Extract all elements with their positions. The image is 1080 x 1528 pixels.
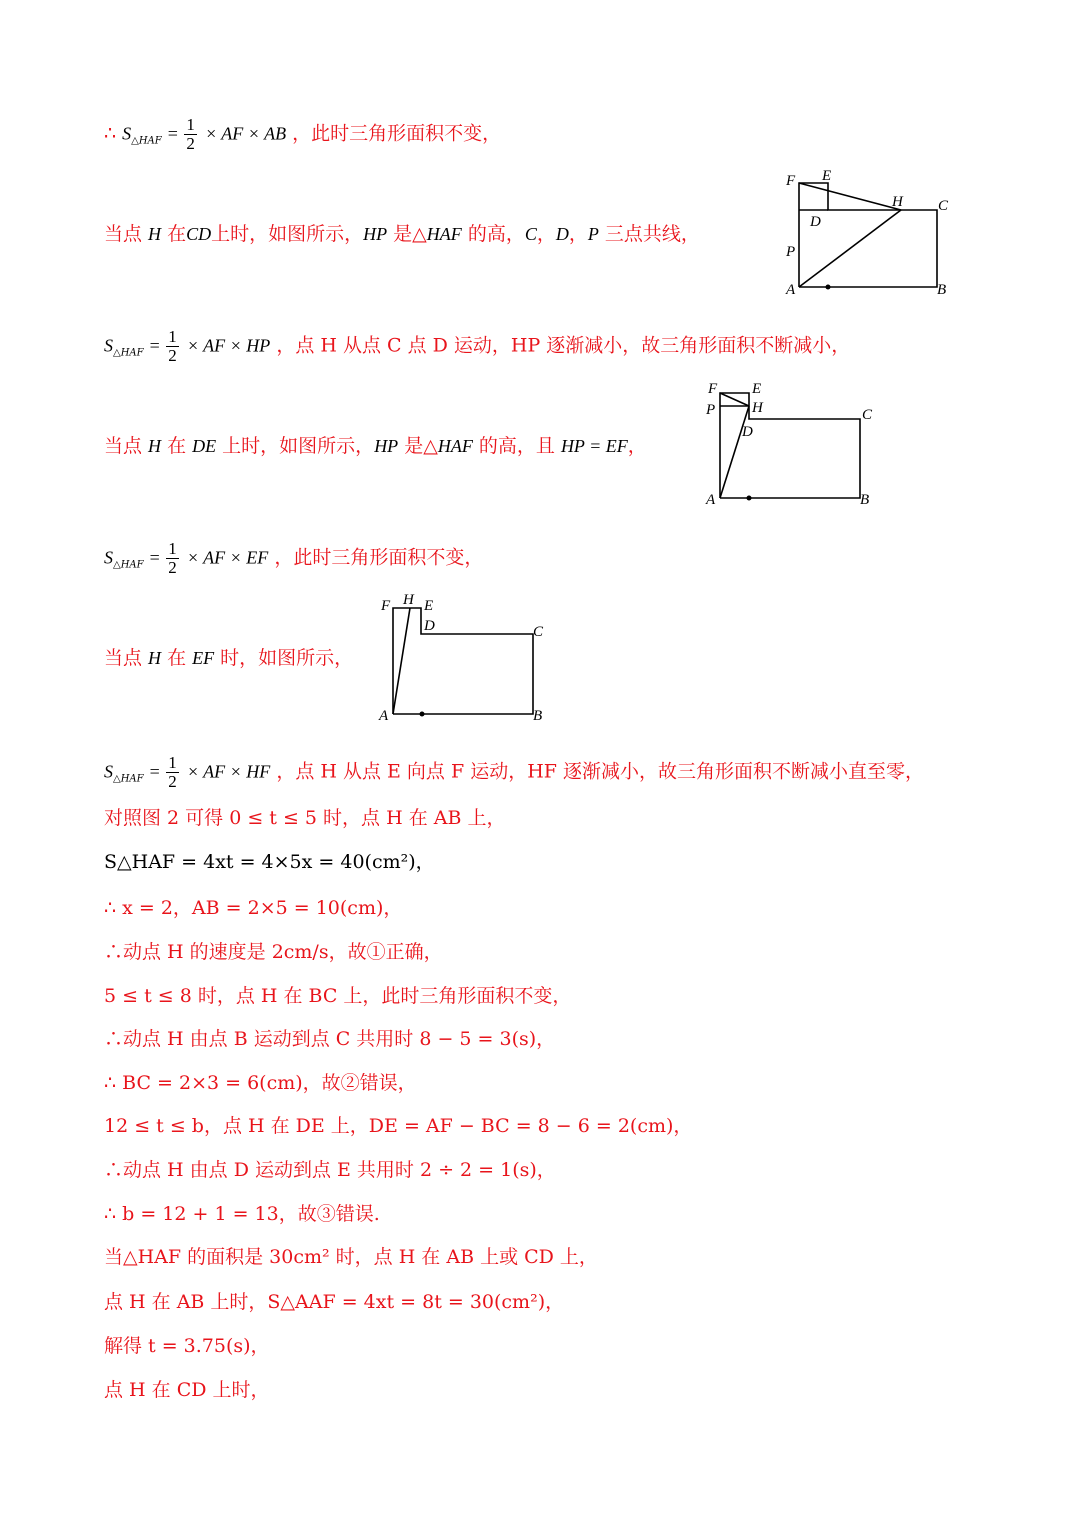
fig2-label-f: F bbox=[708, 381, 718, 397]
text-seg: ， bbox=[568, 223, 588, 245]
area-subscript: △HAF bbox=[131, 135, 162, 147]
equals: = bbox=[149, 335, 165, 356]
fig3-label-d: D bbox=[424, 618, 435, 634]
fig2-label-h: H bbox=[752, 400, 763, 416]
formula-tail: × AF × HF bbox=[186, 761, 271, 782]
line-15: 12 ≤ t ≤ b，点 H 在 DE 上，DE = AF − BC = 8 − 6 = 2(cm)， bbox=[104, 1115, 693, 1137]
fig3-dot bbox=[420, 712, 425, 717]
line-21: 点 H 在 CD 上时， bbox=[104, 1379, 270, 1401]
line-17: ∴ b = 12 + 1 = 13，故③错误. bbox=[104, 1203, 380, 1225]
text-seg: ， bbox=[536, 223, 556, 245]
math-seg: H bbox=[148, 224, 162, 244]
text-seg: 当点 bbox=[104, 647, 149, 669]
line-13: ∴动点 H 由点 B 运动到点 C 共用时 8 − 5 = 3(s)， bbox=[104, 1028, 556, 1050]
equals: = bbox=[149, 547, 165, 568]
fig1-label-b: B bbox=[937, 282, 947, 298]
math-seg: D bbox=[555, 224, 569, 244]
fig3-label-f: F bbox=[381, 598, 391, 614]
line-8: 对照图 2 可得 0 ≤ t ≤ 5 时，点 H 在 AB 上， bbox=[104, 807, 506, 829]
fig1-dot bbox=[826, 285, 831, 290]
math-seg: CD bbox=[186, 224, 212, 244]
line-18: 当△HAF 的面积是 30cm² 时，点 H 在 AB 上或 CD 上， bbox=[104, 1246, 598, 1268]
text-seg: 是△ bbox=[398, 435, 438, 457]
fig3-label-c: C bbox=[533, 624, 544, 640]
figure-2 bbox=[700, 376, 885, 511]
fraction bbox=[166, 328, 179, 365]
fig3-outline bbox=[393, 608, 533, 714]
math-seg: HAF bbox=[437, 436, 473, 456]
area-symbol: S bbox=[104, 547, 113, 568]
text-seg: 的高，且 bbox=[472, 435, 561, 457]
line-5 bbox=[104, 540, 483, 578]
fig3-label-h: H bbox=[403, 592, 414, 608]
fig2-label-c: C bbox=[862, 407, 873, 423]
line-text: ，此时三角形面积不变， bbox=[274, 546, 484, 569]
math-seg: C bbox=[524, 224, 537, 244]
area-symbol: S bbox=[104, 761, 113, 782]
fraction bbox=[166, 754, 179, 791]
numerator: 1 bbox=[168, 327, 177, 346]
text-seg: 上时，如图所示， bbox=[211, 223, 364, 245]
fig2-outline bbox=[720, 393, 860, 498]
therefore-symbol: ∴ bbox=[104, 122, 117, 145]
line-7 bbox=[104, 754, 924, 792]
formula-tail: × AF × EF bbox=[186, 547, 269, 568]
fig2-dot bbox=[747, 496, 752, 501]
fig3-label-e: E bbox=[424, 598, 434, 614]
line-1 bbox=[104, 116, 501, 154]
line-10: ∴ x = 2，AB = 2×5 = 10(cm)， bbox=[104, 897, 403, 919]
area-subscript: △HAF bbox=[113, 559, 144, 571]
figure-1 bbox=[780, 166, 955, 301]
fig1-line-fh bbox=[799, 183, 901, 210]
fig2-line-fh bbox=[720, 393, 749, 406]
fig1-label-f: F bbox=[786, 173, 796, 189]
math-seg: EF bbox=[192, 648, 215, 668]
denominator: 2 bbox=[186, 134, 195, 153]
line-19: 点 H 在 AB 上时，S△AAF = 4xt = 8t = 30(cm²)， bbox=[104, 1291, 565, 1313]
formula-tail: × AF × HP bbox=[186, 335, 271, 356]
fig2-line-ah bbox=[720, 406, 749, 498]
fig2-label-d: D bbox=[742, 424, 753, 440]
line-12: 5 ≤ t ≤ 8 时，点 H 在 BC 上，此时三角形面积不变， bbox=[104, 985, 572, 1007]
line-3 bbox=[104, 328, 850, 366]
text-seg: 当点 bbox=[104, 435, 149, 457]
fig1-label-p: P bbox=[786, 244, 796, 260]
fig2-label-a: A bbox=[706, 492, 716, 508]
line-text: ，点 H 从点 E 向点 F 运动，HF 逐渐减小，故三角形面积不断减小直至零， bbox=[276, 760, 924, 783]
text-seg: ， bbox=[627, 435, 647, 457]
numerator: 1 bbox=[168, 753, 177, 772]
area-symbol: S bbox=[122, 123, 132, 144]
math-seg: HP bbox=[374, 436, 399, 456]
line-text: ，此时三角形面积不变， bbox=[292, 122, 502, 145]
line-text: ，点 H 从点 C 点 D 运动，HP 逐渐减小，故三角形面积不断减小， bbox=[276, 334, 851, 357]
text-seg: 三点共线， bbox=[598, 223, 700, 245]
text-seg: 在 bbox=[161, 435, 193, 457]
fig1-label-e: E bbox=[822, 168, 832, 184]
line-4 bbox=[104, 434, 647, 458]
area-subscript: △HAF bbox=[113, 347, 144, 359]
math-seg: HP bbox=[363, 224, 388, 244]
line-16: ∴动点 H 由点 D 运动到点 E 共用时 2 ÷ 2 = 1(s)， bbox=[104, 1159, 556, 1181]
equals: = bbox=[167, 123, 183, 144]
line-14: ∴ BC = 2×3 = 6(cm)，故②错误， bbox=[104, 1072, 417, 1094]
math-seg: H bbox=[148, 436, 162, 456]
fig3-label-a: A bbox=[379, 708, 389, 724]
fig1-label-h: H bbox=[892, 194, 903, 210]
text-seg: 在 bbox=[161, 647, 193, 669]
area-symbol: S bbox=[104, 335, 113, 356]
line-2 bbox=[104, 222, 700, 246]
math-seg: HAF bbox=[426, 224, 462, 244]
text-seg: 时，如图所示， bbox=[214, 647, 354, 669]
text-seg: 上时，如图所示， bbox=[216, 435, 375, 457]
equals: = bbox=[149, 761, 165, 782]
line-9: S△HAF = 4xt = 4×5x = 40(cm²)， bbox=[104, 851, 435, 873]
fraction bbox=[184, 116, 197, 153]
text-seg: 是△ bbox=[387, 223, 427, 245]
text-seg: 在 bbox=[161, 223, 187, 245]
fig1-label-a: A bbox=[786, 282, 796, 298]
math-seg: HP = EF bbox=[560, 436, 628, 456]
fig2-label-b: B bbox=[860, 492, 870, 508]
denominator: 2 bbox=[168, 346, 177, 365]
text-seg: 当点 bbox=[104, 223, 149, 245]
math-seg: H bbox=[148, 648, 162, 668]
text-seg: 的高， bbox=[461, 223, 525, 245]
fig1-label-c: C bbox=[938, 198, 949, 214]
fig2-label-e: E bbox=[752, 381, 762, 397]
fraction bbox=[166, 540, 179, 577]
denominator: 2 bbox=[168, 558, 177, 577]
line-11: ∴动点 H 的速度是 2cm/s，故①正确， bbox=[104, 941, 443, 963]
line-20: 解得 t = 3.75(s)， bbox=[104, 1335, 270, 1357]
line-6 bbox=[104, 646, 353, 670]
numerator: 1 bbox=[186, 115, 195, 134]
math-seg: P bbox=[587, 224, 599, 244]
fig3-label-b: B bbox=[533, 708, 543, 724]
area-subscript: △HAF bbox=[113, 773, 144, 785]
fig2-label-p: P bbox=[706, 402, 716, 418]
formula-tail: × AF × AB bbox=[204, 123, 287, 144]
fig1-label-d: D bbox=[810, 214, 821, 230]
figure-3 bbox=[375, 588, 555, 726]
fig3-line-ah bbox=[393, 608, 410, 714]
denominator: 2 bbox=[168, 772, 177, 791]
numerator: 1 bbox=[168, 539, 177, 558]
math-seg: DE bbox=[192, 436, 217, 456]
